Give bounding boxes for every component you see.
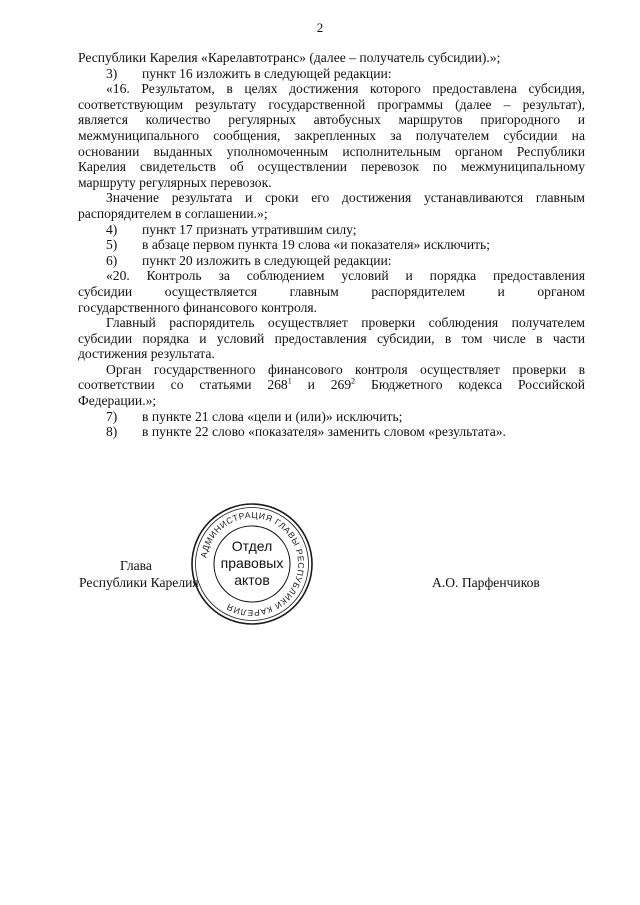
paragraph-20-line: государственного финансового контроля.	[78, 299, 318, 315]
list-item-5	[78, 237, 585, 253]
list-item-number: 4)	[106, 221, 118, 237]
signatory-name: А.О. Парфенчиков	[432, 575, 540, 590]
list-item-6	[78, 253, 585, 269]
paragraph-control-line: Орган государственного финансового контроля осуществляет проверки в	[106, 361, 585, 377]
stamp-center-line: Отдел	[231, 538, 273, 554]
signature-block	[0, 500, 640, 630]
document-body	[78, 50, 585, 440]
paragraph-16-line: маршруту регулярных перевозок.	[78, 174, 272, 190]
text-segment: Бюджетного кодекса Российской	[355, 377, 585, 393]
signatory-title: Республики Карелия	[79, 575, 199, 590]
list-item-3	[78, 66, 585, 82]
list-item-7	[78, 409, 585, 425]
text-segment: и 269	[291, 377, 352, 393]
list-item-text: пункт 20 изложить в следующей редакции:	[142, 252, 392, 268]
paragraph-16-line: является количество регулярных автобусных маршрутов пригородного и	[78, 112, 585, 128]
list-item-text: в абзаце первом пункта 19 слова «и показателя» исключить;	[142, 237, 491, 253]
text-line: Республики Карелия «Карелавтотранс» (далее – получатель субсидии).»;	[78, 50, 501, 65]
paragraph-20-line: «20. Контроль за соблюдением условий и порядка предоставления	[106, 268, 585, 284]
paragraph-control-line: Федерации.»;	[78, 393, 157, 409]
list-item-text: в пункте 22 слово «показателя» заменить словом «результата».	[142, 424, 506, 440]
list-item-text: пункт 17 признать утратившим силу;	[142, 221, 357, 237]
stamp-center-line: правовых	[220, 555, 284, 571]
paragraph-manager-line: достижения результата.	[78, 346, 215, 362]
official-stamp	[188, 500, 316, 628]
paragraph-16-line: соответствующим результату государственной программы (далее – результат),	[78, 96, 585, 112]
paragraph-16-line: межмуниципального сообщения, закрепленных за получателем субсидии на	[78, 127, 585, 143]
paragraph-16-line: Карелия свидетельств об осуществлении перевозок по межмуниципальному	[78, 159, 585, 175]
paragraph-value-line: Значение результата и сроки его достижения устанавливаются главным	[106, 190, 585, 206]
text-segment: соответствии со статьями 268	[78, 377, 288, 393]
paragraph-20-line: субсидии осуществляется главным распорядителем и органом	[78, 283, 585, 299]
paragraph-value-line: распорядителем в соглашении.»;	[78, 205, 268, 221]
list-item-number: 5)	[106, 237, 118, 253]
stamp-center	[188, 538, 316, 589]
superscript: 1	[287, 376, 292, 386]
paragraph-16-line: основании выданных уполномоченным исполнительным органом Республики	[78, 143, 585, 159]
paragraph-control-line	[78, 377, 585, 393]
list-item-number: 7)	[106, 408, 118, 424]
paragraph-manager-line: субсидии порядка и условий предоставления субсидии, в том числе в части	[78, 330, 585, 346]
page-number: 2	[316, 20, 324, 35]
superscript: 2	[351, 376, 356, 386]
list-item-text: пункт 16 изложить в следующей редакции:	[142, 65, 392, 81]
list-item-number: 8)	[106, 424, 118, 440]
list-item-number: 6)	[106, 252, 118, 268]
paragraph-manager-line: Главный распорядитель осуществляет проверки соблюдения получателем	[106, 315, 585, 331]
stamp-ring-text: АДМИНИСТРАЦИЯ ГЛАВЫ РЕСПУБЛИКИ КАРЕЛИЯ	[198, 509, 307, 619]
list-item-text: в пункте 21 слова «цели и (или)» исключить;	[142, 408, 403, 424]
list-item-number: 3)	[106, 65, 118, 81]
list-item-8	[78, 424, 585, 440]
list-item-4	[78, 222, 585, 238]
paragraph-16-line: «16. Результатом, в целях достижения которого предоставлена субсидия,	[106, 81, 585, 97]
stamp-center-line: актов	[234, 572, 270, 588]
signatory-title: Глава	[120, 558, 152, 573]
